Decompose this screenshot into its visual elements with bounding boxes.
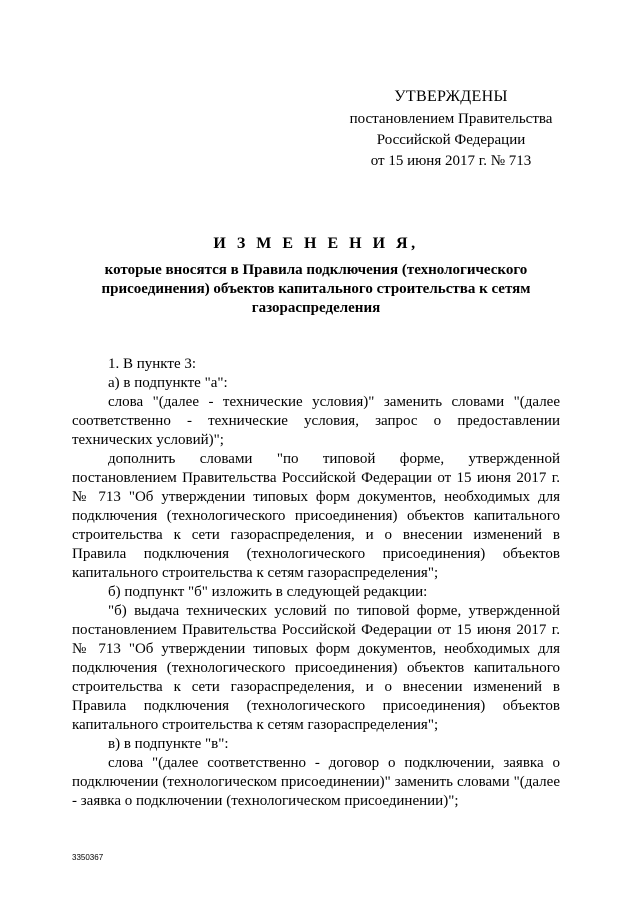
paragraph-3: слова "(далее - технические условия)" заменить словами "(далее соответственно - технические условия, запрос о предоставлении технических условий)";: [72, 394, 560, 448]
title-block: [72, 235, 560, 318]
approval-block: [336, 86, 566, 172]
footer-code: 3350367: [72, 853, 104, 862]
paragraph-1: 1. В пункте 3:: [108, 356, 197, 372]
paragraph-7: в) в подпункте "в":: [108, 736, 229, 752]
paragraph-4: дополнить словами "по типовой форме, утвержденной постановлением Правительства Российской Федерации от 15 июня 2017 г. № 713 "Об утверждении типовых форм документов, необходимых для подключения (технологического присоединения) объектов капитального строительства к сети газораспределения, и о внесении изменений в Правила подключения (технологического присоединения) объектов капитального строительства к сетям газораспределения";: [72, 451, 560, 581]
approval-heading: УТВЕРЖДЕНЫ: [394, 88, 508, 105]
paragraph-8: слова "(далее соответственно - договор о подключении, заявка о подключении (технологическом присоединении)" заменить словами "(далее - заявка о подключении (технологическом присоединении)";: [72, 755, 560, 809]
paragraph-6: "б) выдача технических условий по типовой форме, утвержденной постановлением Правительства Российской Федерации от 15 июня 2017 г. № 713 "Об утверждении типовых форм документов, необходимых для подключения (технологического присоединения) объектов капитального строительства к сети газораспределения, и о внесении изменений в Правила подключения (технологического присоединения) объектов капитального строительства к сетям газораспределения";: [72, 603, 560, 733]
approval-line-3: от 15 июня 2017 г. № 713: [370, 153, 532, 169]
approval-line-2: Российской Федерации: [376, 132, 526, 148]
document-subtitle: которые вносятся в Правила подключения (технологического присоединения) объектов капитального строительства к сетям газораспределения: [101, 262, 531, 316]
paragraph-2: а) в подпункте "а":: [108, 375, 228, 391]
approval-line-1: постановлением Правительства: [349, 111, 553, 127]
paragraph-5: б) подпункт "б" изложить в следующей редакции:: [108, 584, 428, 600]
document-body: [72, 355, 560, 811]
document-title: И З М Е Н Е Н И Я,: [213, 235, 419, 252]
